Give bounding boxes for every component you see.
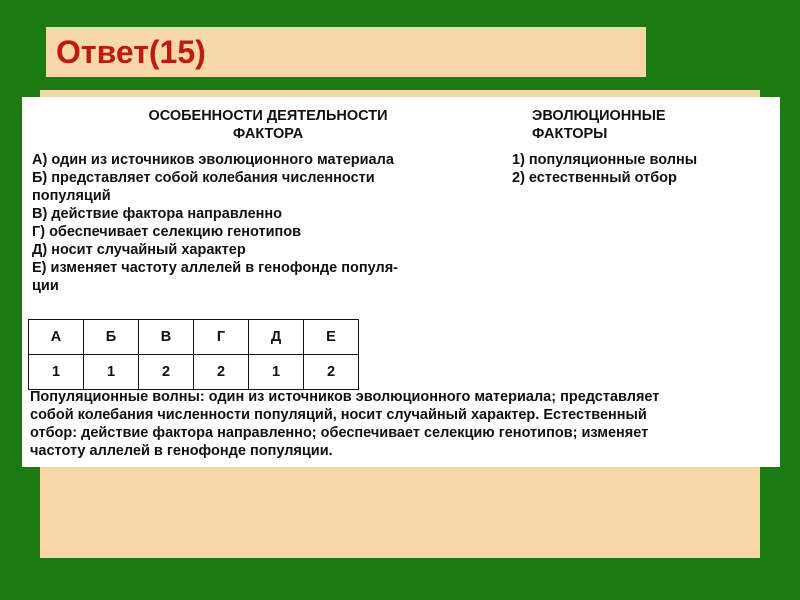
title-banner [46, 27, 646, 77]
feature-item: ции [32, 278, 59, 294]
factors-header [532, 107, 666, 143]
features-header [118, 107, 418, 143]
answer-header-cell: Д [249, 320, 304, 355]
slide-title: Ответ(15) [56, 34, 206, 70]
answer-value-cell: 1 [29, 355, 84, 390]
feature-item: Д) носит случайный характер [32, 242, 246, 258]
answer-header-cell: В [139, 320, 194, 355]
factor-item: 1) популяционные волны [512, 152, 698, 168]
explanation-line: собой колебания численности популяций, носит случайный характер. Естественный [30, 407, 647, 423]
answer-header-cell: Г [194, 320, 249, 355]
answer-value-cell: 2 [304, 355, 359, 390]
answer-value-cell: 1 [249, 355, 304, 390]
features-list [32, 151, 492, 295]
factors-header-line: ЭВОЛЮЦИОННЫЕ [532, 108, 666, 124]
feature-item: Г) обеспечивает селекцию генотипов [32, 224, 302, 240]
answer-table-value-row [29, 355, 359, 390]
feature-item: А) один из источников эволюционного материала [32, 152, 394, 168]
answer-sheet [22, 97, 780, 467]
answer-value-cell: 2 [194, 355, 249, 390]
explanation-line: частоту аллелей в генофонде популяции. [30, 443, 333, 459]
factors-header-line: ФАКТОРЫ [532, 126, 608, 142]
factors-list [512, 151, 697, 187]
features-header-line: ОСОБЕННОСТИ ДЕЯТЕЛЬНОСТИ [148, 108, 388, 124]
features-header-line: ФАКТОРА [232, 126, 304, 142]
feature-item: популяций [32, 188, 111, 204]
feature-item: Б) представляет собой колебания численности [32, 170, 375, 186]
explanation-line: Популяционные волны: один из источников эволюционного материала; представляет [30, 389, 660, 405]
answer-header-cell: Б [84, 320, 139, 355]
factor-item: 2) естественный отбор [512, 170, 677, 186]
answer-table-header-row [29, 320, 359, 355]
answer-value-cell: 1 [84, 355, 139, 390]
explanation-text [30, 388, 774, 460]
answer-header-cell: А [29, 320, 84, 355]
answer-header-cell: Е [304, 320, 359, 355]
feature-item: В) действие фактора направленно [32, 206, 283, 222]
explanation-line: отбор: действие фактора направленно; обеспечивает селекцию генотипов; изменяет [30, 425, 649, 441]
answer-value-cell: 2 [139, 355, 194, 390]
feature-item: Е) изменяет частоту аллелей в генофонде популя- [32, 260, 399, 276]
answer-table [28, 319, 359, 390]
